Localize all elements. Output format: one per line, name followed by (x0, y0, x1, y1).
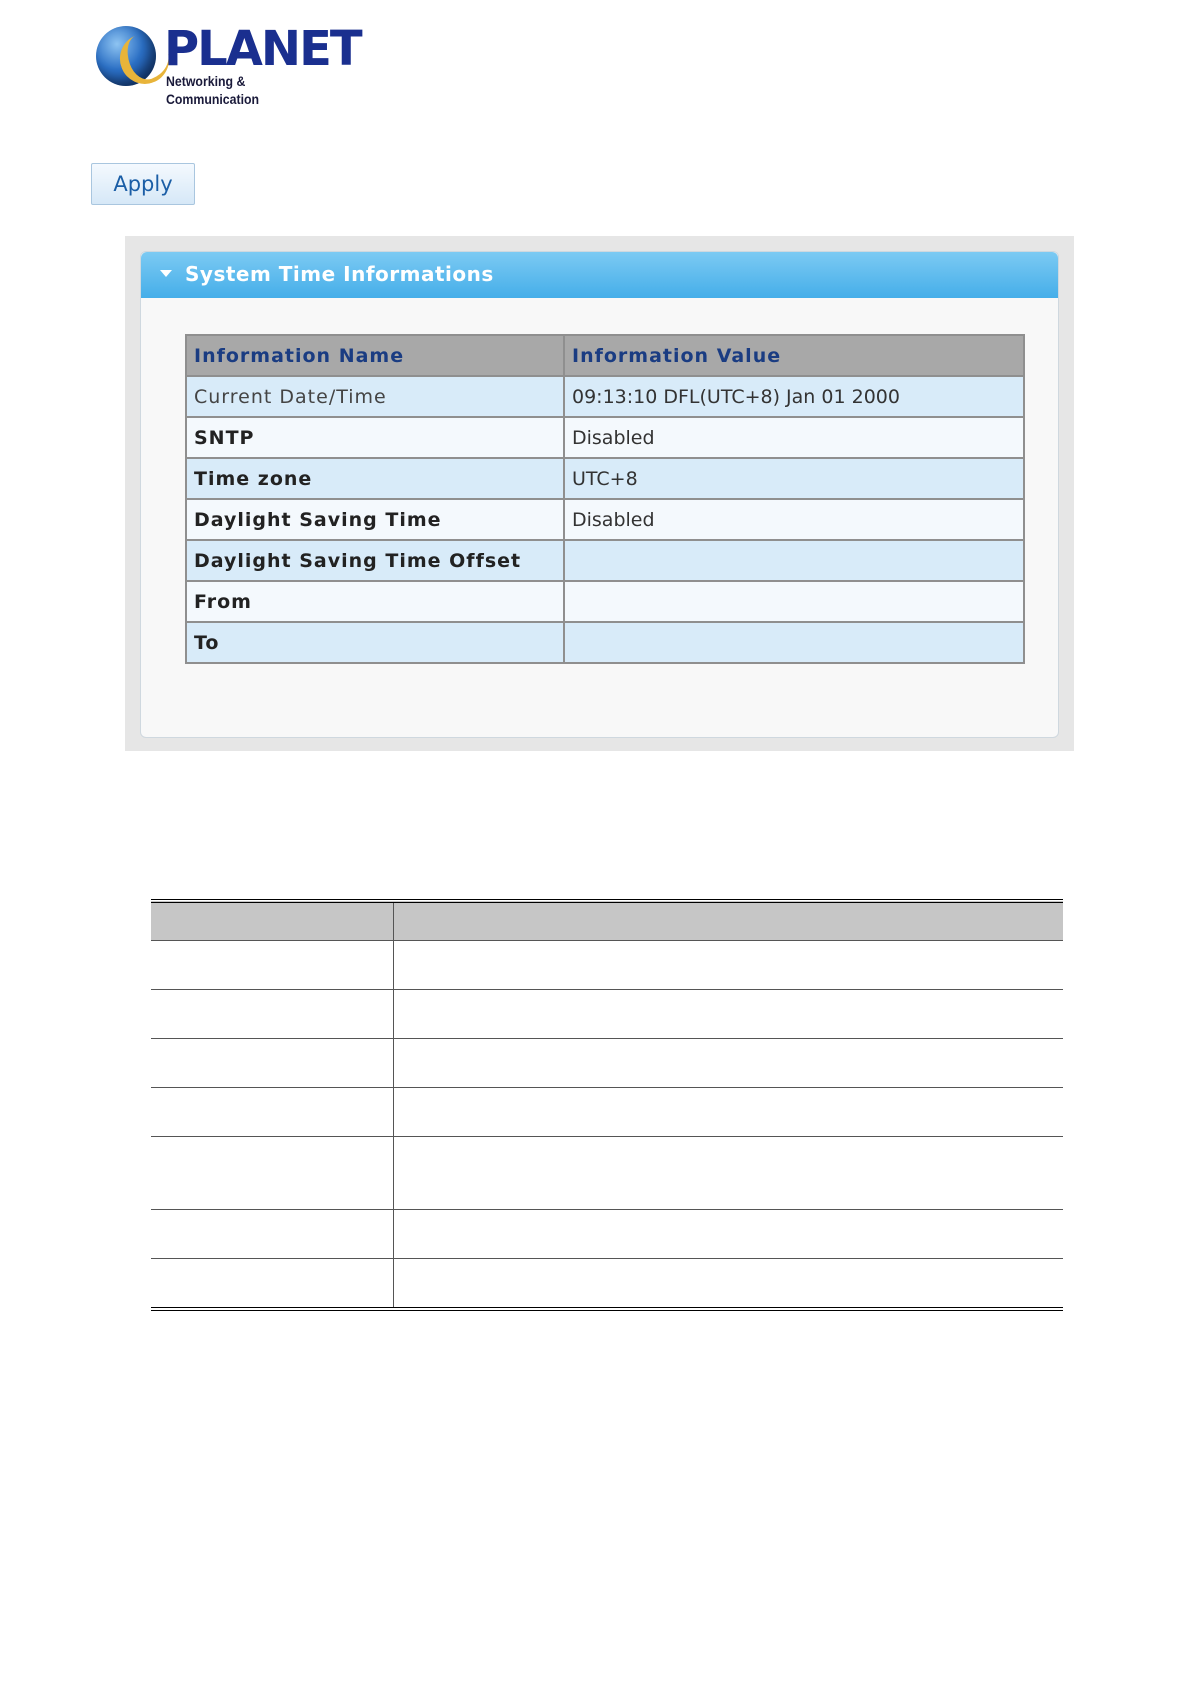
row-value (564, 581, 1024, 622)
description-row (151, 1210, 1063, 1259)
system-time-panel (140, 251, 1059, 738)
description-row (151, 1137, 1063, 1210)
table-row (186, 499, 1024, 540)
row-name: Current Date/Time (186, 376, 564, 417)
row-name: To (186, 622, 564, 663)
table-header-row (186, 335, 1024, 376)
column-header-value: Information Value (564, 335, 1024, 376)
description-row (151, 990, 1063, 1039)
description-header-object (151, 901, 393, 941)
system-time-table (185, 334, 1025, 664)
row-value: Disabled (564, 499, 1024, 540)
collapse-triangle-icon[interactable] (160, 270, 172, 277)
description-text-cell (393, 990, 1063, 1039)
description-text-cell (393, 941, 1063, 990)
screenshot-frame (125, 236, 1074, 751)
row-name: SNTP (186, 417, 564, 458)
description-object-cell (151, 1088, 393, 1137)
row-value: Disabled (564, 417, 1024, 458)
description-object-cell (151, 941, 393, 990)
description-table (151, 899, 1063, 1311)
description-object-cell (151, 1259, 393, 1310)
planet-logo (96, 21, 361, 107)
description-row (151, 1039, 1063, 1088)
description-text-cell (393, 1210, 1063, 1259)
description-header-row (151, 901, 1063, 941)
description-text-cell (393, 1088, 1063, 1137)
logo-tagline: Networking & Communication (166, 73, 260, 107)
table-row (186, 622, 1024, 663)
description-text-cell (393, 1039, 1063, 1088)
description-row (151, 1088, 1063, 1137)
description-object-cell (151, 1137, 393, 1210)
description-text-cell (393, 1137, 1063, 1210)
description-header-description (393, 901, 1063, 941)
row-value: 09:13:10 DFL(UTC+8) Jan 01 2000 (564, 376, 1024, 417)
table-row (186, 376, 1024, 417)
panel-header[interactable] (141, 252, 1058, 298)
description-object-cell (151, 1039, 393, 1088)
description-object-cell (151, 990, 393, 1039)
row-value: UTC+8 (564, 458, 1024, 499)
table-row (186, 581, 1024, 622)
row-value (564, 622, 1024, 663)
table-row (186, 540, 1024, 581)
row-name: Time zone (186, 458, 564, 499)
table-row (186, 417, 1024, 458)
description-row (151, 941, 1063, 990)
description-text-cell (393, 1259, 1063, 1310)
panel-title: System Time Informations (185, 262, 494, 286)
apply-button[interactable]: Apply (91, 163, 195, 205)
row-name: From (186, 581, 564, 622)
row-name: Daylight Saving Time (186, 499, 564, 540)
logo-brand-text: PLANET (164, 21, 361, 77)
description-row (151, 1259, 1063, 1310)
table-row (186, 458, 1024, 499)
row-value (564, 540, 1024, 581)
column-header-name: Information Name (186, 335, 564, 376)
description-object-cell (151, 1210, 393, 1259)
row-name: Daylight Saving Time Offset (186, 540, 564, 581)
